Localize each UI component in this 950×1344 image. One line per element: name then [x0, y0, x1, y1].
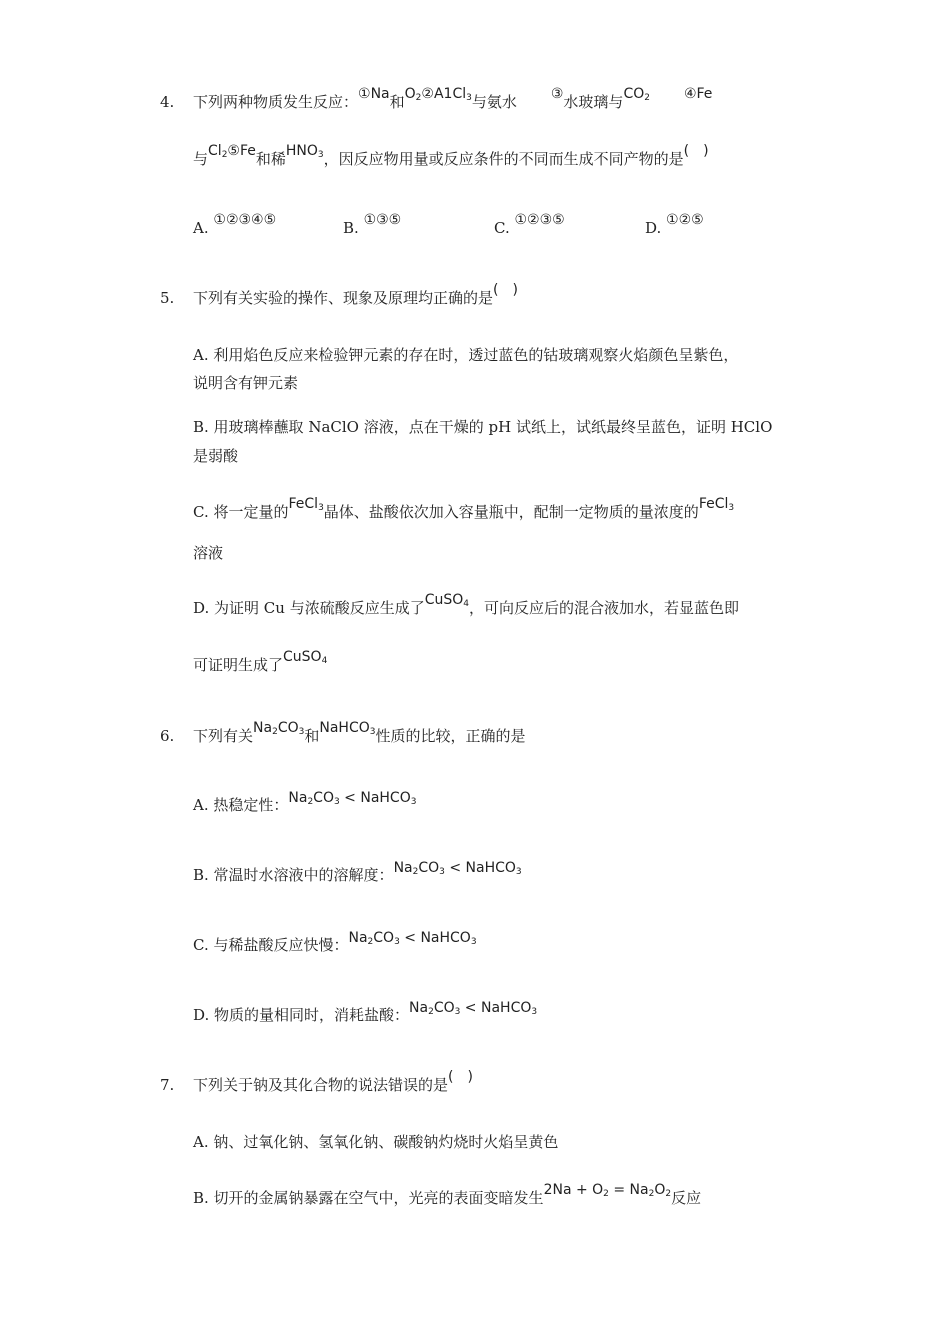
formula: $Na_2CO_3$ [253, 720, 305, 737]
formula: ③ [550, 86, 564, 102]
formula: $Na_2CO_3$ < NaHCO$_3$ [393, 860, 522, 877]
question-6-number: 6. [160, 727, 175, 745]
question-4-number: 4. [160, 93, 175, 111]
question-5-number: 5. [160, 289, 175, 307]
formula: $HNO_3$ [285, 143, 324, 160]
formula: $Na_2CO_3$ < NaHCO$_3$ [348, 930, 477, 947]
question-6-option-b: B. 常温时水溶液中的溶解度：$Na_2CO_3$ < NaHCO$_3$ [193, 860, 522, 884]
question-7-option-a: A. 钠、过氧化钠、氢氧化钠、碳酸钠灼烧时火焰呈黄色 [193, 1133, 559, 1151]
question-6-option-d: D. 物质的量相同时，消耗盐酸：$Na_2CO_3$ < NaHCO$_3$ [193, 1000, 538, 1024]
formula: $Na_2CO_3$ < NaHCO$_3$ [288, 790, 417, 807]
question-5-option-a-line-2: 说明含有钾元素 [193, 374, 299, 392]
question-4-option-a: A. ①②③④⑤ [193, 212, 277, 237]
stem-text: 下列两种物质发生反应： [193, 93, 359, 111]
answer-blank: ( ) [493, 282, 518, 298]
question-5-option-a-line-1: A. 利用焰色反应来检验钾元素的存在时，透过蓝色的钴玻璃观察火焰颜色呈紫色， [193, 346, 739, 364]
question-4-option-c: C. ①②③⑤ [494, 212, 565, 237]
formula: FeCl$_3$ [698, 496, 735, 513]
question-6-option-a: A. 热稳定性：$Na_2CO_3$ < NaHCO$_3$ [193, 790, 417, 814]
answer-blank: ( ) [448, 1069, 473, 1085]
formula: $O_2$ [404, 86, 422, 103]
question-4-option-b: B. ①③⑤ [343, 212, 402, 237]
question-4-stem-line-2 [193, 143, 709, 174]
formula: FeCl$_3$ [288, 496, 324, 513]
question-6-option-c: C. 与稀盐酸反应快慢：$Na_2CO_3$ < NaHCO$_3$ [193, 930, 477, 954]
question-5-option-d-line-1: D. 为证明 Cu 与浓硫酸反应生成了CuSO$_4$，可向反应后的混合液加水，若显蓝色即 [193, 592, 740, 617]
formula: $Na_2CO_3$ < NaHCO$_3$ [409, 1000, 538, 1017]
question-7-number: 7. [160, 1076, 175, 1094]
question-5-option-b-line-2: 是弱酸 [193, 447, 239, 465]
question-7-stem: 下列关于钠及其化合物的说法错误的是( ) [193, 1069, 473, 1094]
question-5-option-c-line-1: C. 将一定量的FeCl$_3$晶体、盐酸依次加入容量瓶中，配制一定物质的量浓度的FeCl$_3$ [193, 496, 735, 521]
stem-text: 水玻璃与 [563, 93, 624, 111]
question-5-option-c-line-2: 溶液 [193, 544, 224, 562]
formula: ④Fe [683, 86, 713, 102]
formula: $CO_2$ [623, 86, 650, 103]
formula: CuSO$_4$ [424, 592, 469, 609]
question-4-stem-line-1 [193, 86, 713, 117]
stem-text: ，因反应物用量或反应条件的不同而生成不同产物的是 [323, 150, 684, 168]
formula: ①Na [358, 86, 390, 102]
question-6-stem: 下列有关$Na_2CO_3$和NaHCO$_3$性质的比较，正确的是 [193, 720, 526, 745]
answer-blank: ( ) [683, 143, 709, 159]
formula: $Cl_2$ [208, 143, 228, 160]
formula: $2Na + O_2 = Na_2O_2$ [543, 1182, 672, 1199]
question-5-stem: 下列有关实验的操作、现象及原理均正确的是( ) [193, 282, 518, 307]
formula: $②A1Cl_3$ [421, 86, 472, 103]
formula: NaHCO$_3$ [319, 720, 376, 737]
question-5-option-b-line-1: B. 用玻璃棒蘸取 NaClO 溶液，点在干燥的 pH 试纸上，试纸最终呈蓝色，证明 HClO [193, 418, 773, 436]
stem-text: 与 [193, 150, 209, 168]
formula: CuSO$_4$ [283, 649, 328, 666]
stem-text: 与氨水 [471, 93, 517, 111]
formula: ⑤Fe [227, 143, 256, 159]
stem-text: 和 [389, 93, 405, 111]
stem-text: 和稀 [255, 150, 286, 168]
question-7-option-b: B. 切开的金属钠暴露在空气中，光亮的表面变暗发生$2Na + O_2 = Na_2O_2$反应 [193, 1182, 702, 1207]
question-5-option-d-line-2: 可证明生成了CuSO$_4$ [193, 649, 328, 674]
question-4-option-d: D. ①②⑤ [645, 212, 704, 237]
